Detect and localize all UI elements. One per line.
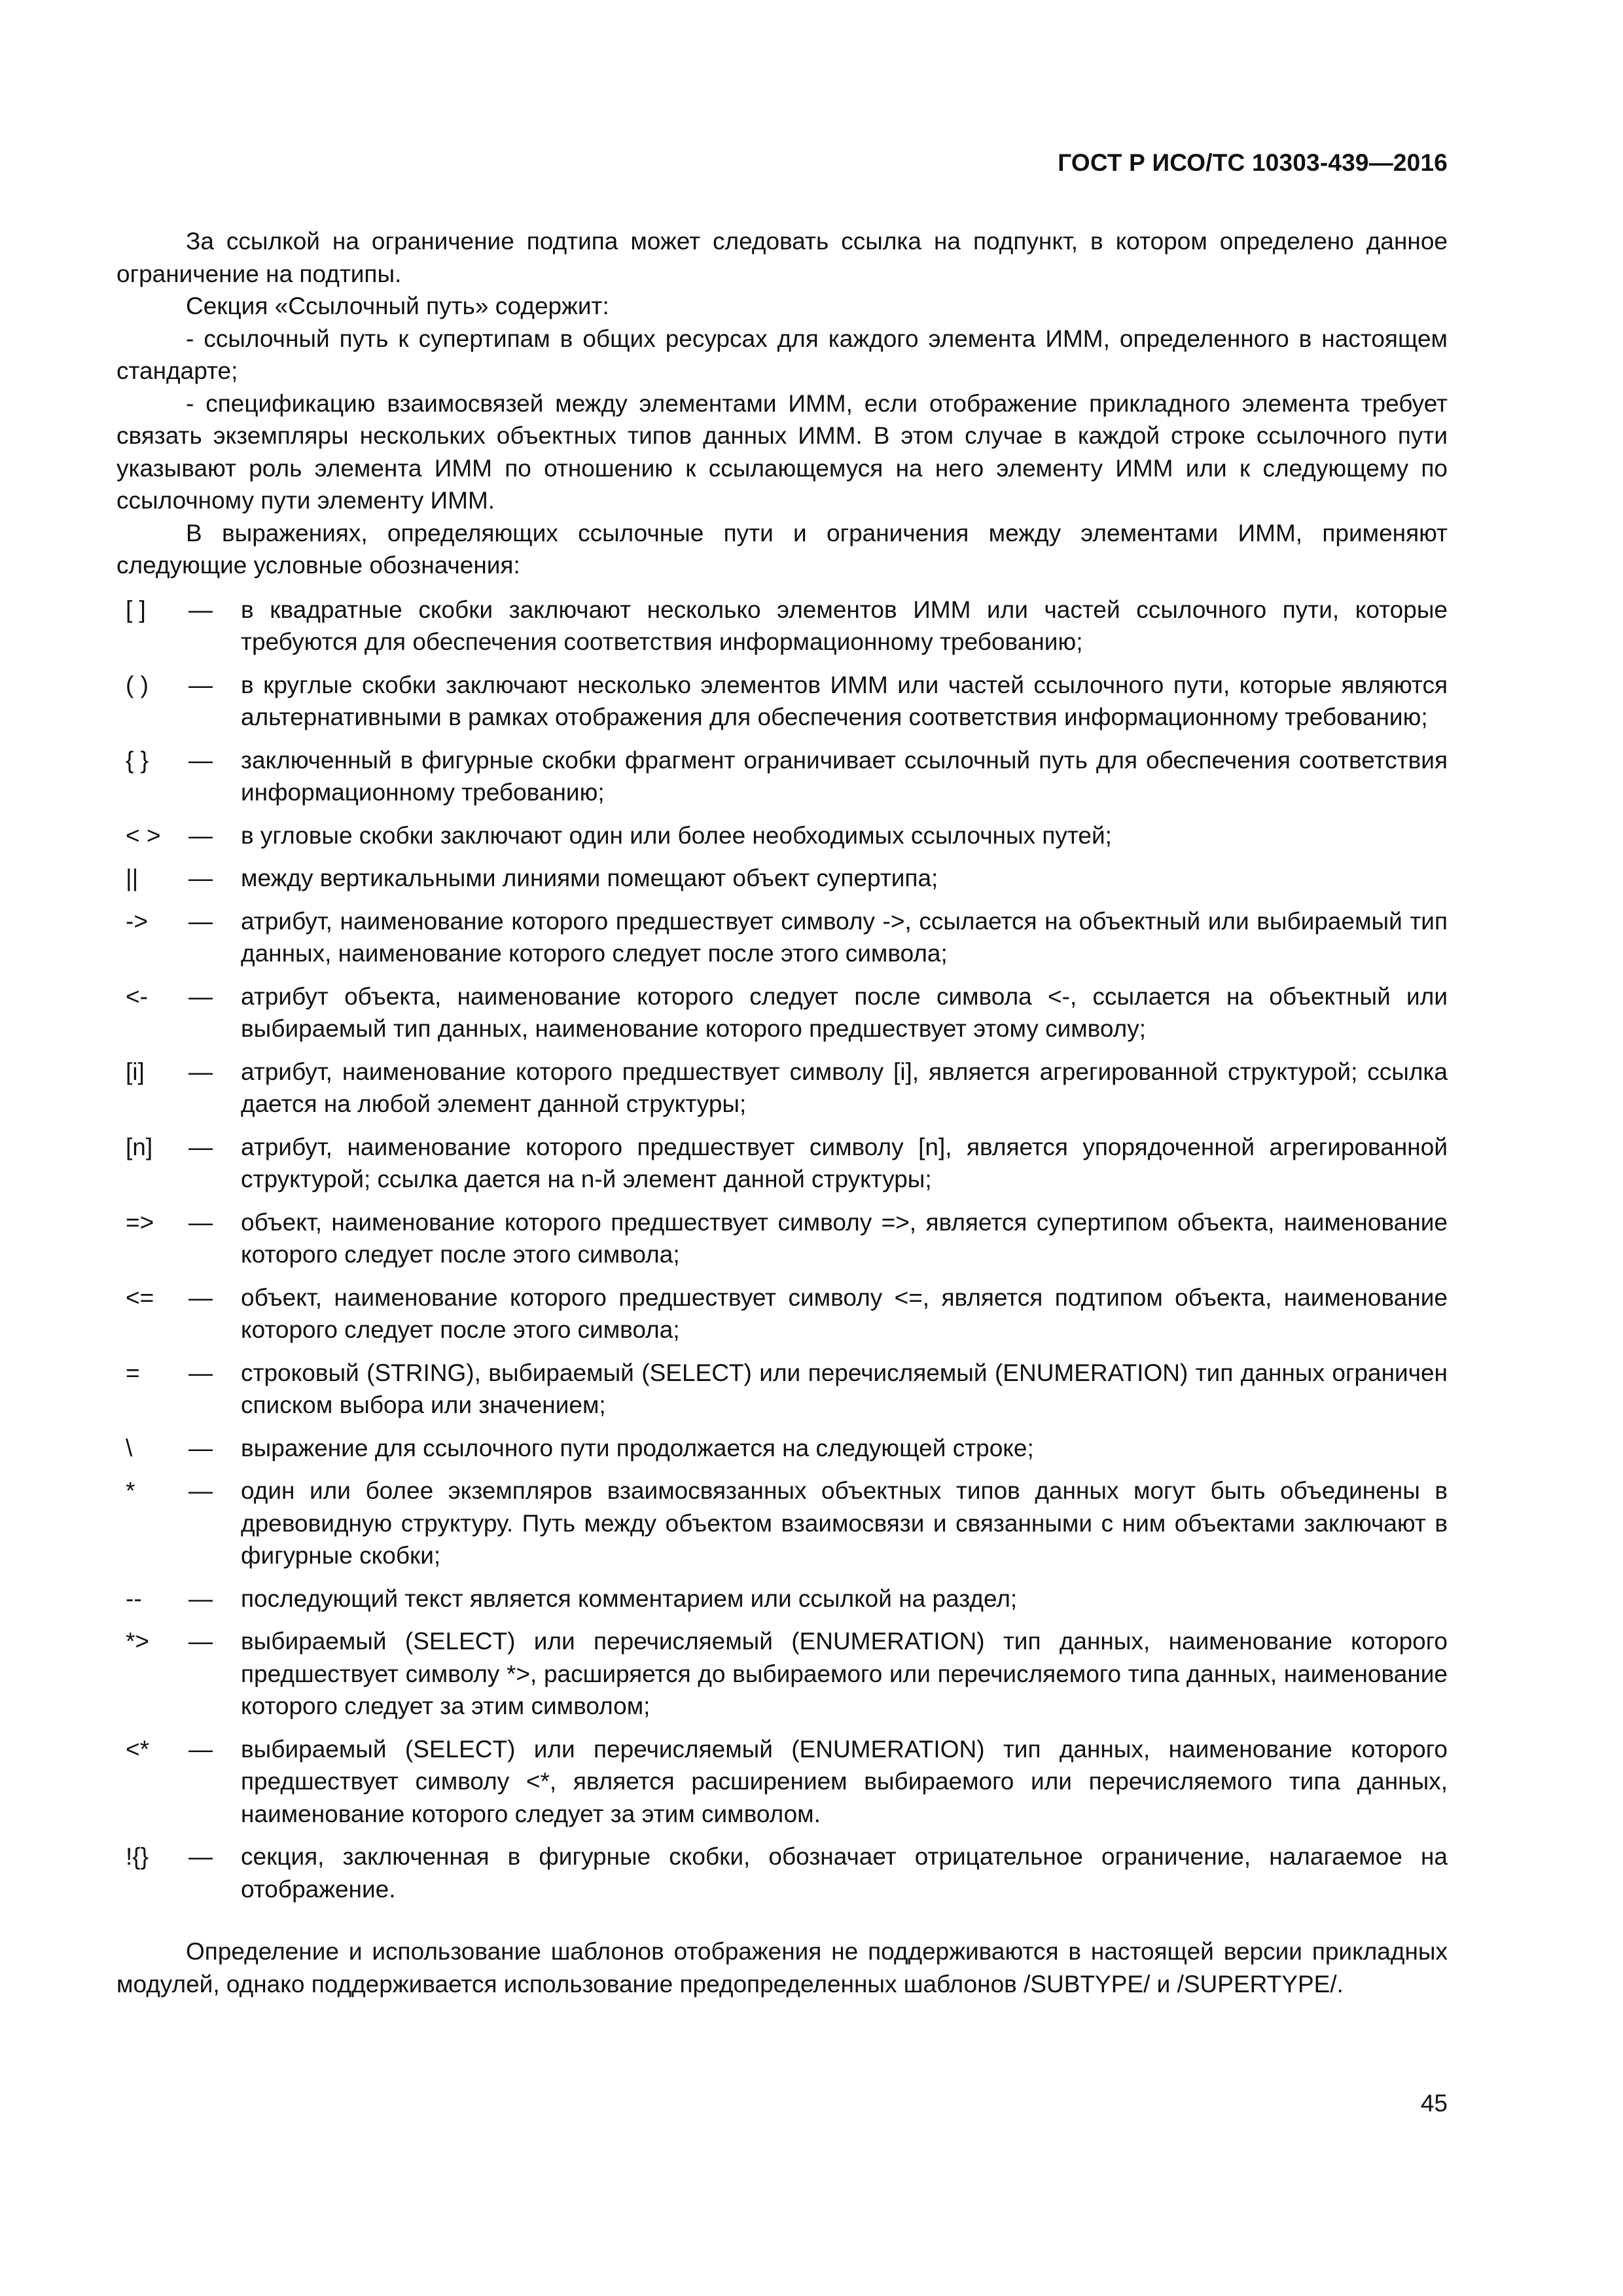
legend-symbol: [ ] [126, 596, 146, 623]
legend-symbol: ( ) [126, 671, 149, 698]
legend-text: выбираемый (SELECT) или перечисляемый (ENUMERATION) тип данных, наименование которого предшествует символу <*, является расширением выбираемого или перечисляемого типа данных, наименование которого следует за этим символом. [241, 1735, 1448, 1827]
legend-text: в квадратные скобки заключают несколько элементов ИММ или частей ссылочного пути, которые требуются для обеспечения соответствия информационному требованию; [241, 596, 1448, 655]
paragraph: Секция «Ссылочный путь» содержит: [186, 293, 609, 319]
legend-dash: — [188, 1585, 213, 1612]
list-paragraph: - ссылочный путь к супертипам в общих ресурсах для каждого элемента ИММ, определенного в настоящем стандарте; [116, 325, 1448, 384]
legend-entry [116, 1056, 1448, 1121]
legend-text: атрибут объекта, наименование которого следует после символа <-, ссылается на объектный или выбираемый тип данных, наименование которого предшествует этому символу; [241, 982, 1448, 1042]
legend-text: атрибут, наименование которого предшествует символу [n], является упорядоченной агрегированной структурой; ссылка дается на n-й элемент данной структуры; [241, 1133, 1448, 1193]
legend-entry [116, 1475, 1448, 1572]
legend-dash: — [188, 821, 213, 849]
legend-entry [116, 1131, 1448, 1196]
closing-paragraph: Определение и использование шаблонов отображения не поддерживаются в настоящей версии прикладных модулей, однако поддерживается использование предопределенных шаблонов /SUBTYPE/ и /SUPERTYPE/. [116, 1938, 1448, 1998]
legend-dash: — [188, 1477, 213, 1504]
legend-text: выражение для ссылочного пути продолжается на следующей строке; [241, 1434, 1034, 1462]
legend-entry [116, 1432, 1448, 1465]
legend-text: между вертикальными линиями помещают объект супертипа; [241, 865, 938, 891]
page-number: 45 [1420, 2090, 1448, 2117]
page-body [116, 225, 1448, 2000]
legend-symbol: => [126, 1208, 154, 1236]
legend-entry [116, 744, 1448, 809]
legend-dash: — [188, 1434, 213, 1462]
legend-entry [116, 1733, 1448, 1831]
notation-legend [116, 594, 1448, 1906]
legend-entry [116, 1357, 1448, 1422]
legend-symbol: -> [126, 907, 148, 935]
legend-symbol: < > [126, 821, 161, 849]
legend-symbol: * [126, 1477, 135, 1504]
legend-entry [116, 1206, 1448, 1271]
legend-symbol: <* [126, 1735, 150, 1763]
legend-text: заключенный в фигурные скобки фрагмент ограничивает ссылочный путь для обеспечения соответствия информационному требованию; [241, 746, 1448, 806]
legend-symbol: { } [126, 746, 149, 774]
legend-entry [116, 669, 1448, 734]
legend-dash: — [188, 1283, 213, 1311]
legend-entry [116, 980, 1448, 1045]
legend-text: последующий текст является комментарием или ссылкой на раздел; [241, 1585, 1018, 1612]
legend-dash: — [188, 671, 213, 698]
legend-entry [116, 862, 1448, 895]
legend-dash: — [188, 1359, 213, 1386]
legend-dash: — [188, 596, 213, 623]
legend-dash: — [188, 1735, 213, 1763]
legend-entry [116, 1840, 1448, 1905]
legend-symbol: <- [126, 982, 148, 1010]
legend-symbol: !{} [126, 1843, 149, 1870]
legend-text: строковый (STRING), выбираемый (SELECT) или перечисляемый (ENUMERATION) тип данных ограничен списком выбора или значением; [241, 1359, 1448, 1418]
legend-dash: — [188, 1058, 213, 1085]
legend-symbol: || [126, 865, 139, 891]
legend-symbol: *> [126, 1628, 150, 1655]
legend-dash: — [188, 1208, 213, 1236]
legend-text: в угловые скобки заключают один или более необходимых ссылочных путей; [241, 821, 1112, 849]
paragraph: В выражениях, определяющих ссылочные пути и ограничения между элементами ИММ, применяют следующие условные обозначения: [116, 519, 1448, 579]
legend-symbol: [i] [126, 1058, 145, 1085]
legend-text: в круглые скобки заключают несколько элементов ИММ или частей ссылочного пути, которые являются альтернативными в рамках отображения для обеспечения соответствия информационному требованию; [241, 671, 1448, 730]
legend-text: атрибут, наименование которого предшествует символу [i], является агрегированной структурой; ссылка дается на любой элемент данной структуры; [241, 1058, 1448, 1117]
legend-symbol: [n] [126, 1133, 153, 1160]
legend-text: объект, наименование которого предшествует символу =>, является супертипом объекта, наименование которого следует после этого символа; [241, 1208, 1448, 1268]
legend-entry [116, 905, 1448, 970]
legend-text: один или более экземпляров взаимосвязанных объектных типов данных могут быть объединены в древовидную структуру. Путь между объектом взаимосвязи и связанными с ним объектами заключают в фигурные скобки; [241, 1477, 1448, 1569]
legend-symbol: \ [126, 1434, 133, 1462]
legend-symbol: <= [126, 1283, 154, 1311]
legend-text: объект, наименование которого предшествует символу <=, является подтипом объекта, наименование которого следует после этого символа; [241, 1283, 1448, 1343]
legend-dash: — [188, 1843, 213, 1870]
legend-entry [116, 819, 1448, 852]
legend-symbol: -- [126, 1585, 142, 1612]
legend-entry [116, 1583, 1448, 1615]
legend-text: выбираемый (SELECT) или перечисляемый (ENUMERATION) тип данных, наименование которого предшествует символу *>, расширяется до выбираемого или перечисляемого типа данных, наименование которого следует за этим символом; [241, 1628, 1448, 1719]
legend-dash: — [188, 907, 213, 935]
list-paragraph: - спецификацию взаимосвязей между элементами ИММ, если отображение прикладного элемента требует связать экземпляры нескольких объектных типов данных ИММ. В этом случае в каждой строке ссылочного пути указывают роль элемента ИММ по отношению к ссылающемуся на него элементу ИММ или к следующему по ссылочному пути элементу ИММ. [116, 389, 1448, 514]
legend-dash: — [188, 1133, 213, 1160]
legend-dash: — [188, 982, 213, 1010]
document-header: ГОСТ Р ИСО/ТС 10303-439—2016 [1058, 149, 1448, 176]
legend-entry [116, 1625, 1448, 1723]
legend-entry [116, 1282, 1448, 1346]
legend-entry [116, 594, 1448, 658]
legend-symbol: = [126, 1359, 140, 1386]
legend-dash: — [188, 865, 213, 891]
legend-dash: — [188, 1628, 213, 1655]
legend-dash: — [188, 746, 213, 774]
legend-text: атрибут, наименование которого предшествует символу ->, ссылается на объектный или выбираемый тип данных, наименование которого следует после этого символа; [241, 907, 1448, 967]
paragraph: За ссылкой на ограничение подтипа может следовать ссылка на подпункт, в котором определено данное ограничение на подтипы. [116, 228, 1448, 287]
legend-text: секция, заключенная в фигурные скобки, обозначает отрицательное ограничение, налагаемое на отображение. [241, 1843, 1448, 1903]
